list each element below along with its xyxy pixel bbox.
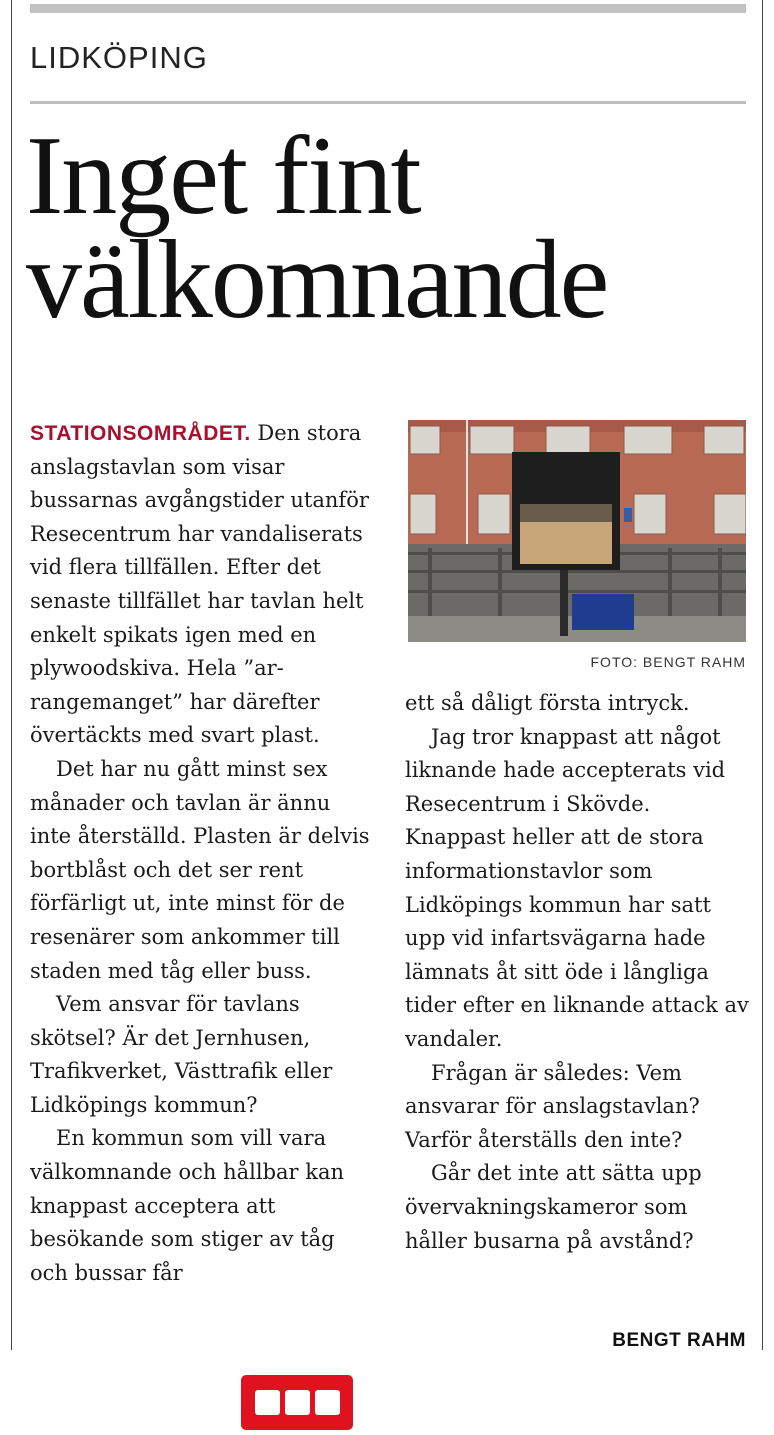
section-divider	[30, 101, 746, 104]
paragraph-4: En kommun som vill vara välkomnande och hållbar kan knappast acceptera att besökande som stiger av tåg och bussar får	[30, 1126, 345, 1285]
menu-button[interactable]	[241, 1375, 353, 1430]
three-squares-menu-icon	[255, 1390, 280, 1415]
paragraph-1	[30, 417, 375, 753]
paragraph-2: Det har nu gått minst sex månader och tavlan är ännu inte återställd. Plasten är delvis bortblåst och det ser rent förfärligt ut, inte minst för de resenärer som ankommer till staden med tåg eller buss.	[30, 756, 370, 983]
paragraph-5: ett så dåligt första intryck.	[405, 691, 690, 715]
text-column-right	[405, 687, 750, 1258]
menu-square	[285, 1390, 310, 1415]
paragraph-1-text: Den stora anslagstavlan som visar bussarnas avgångstider utanför Resecentrum har vandaliserats vid flera tillfällen. Efter det senaste tillfället har tavlan helt enkelt spikats igen med en plywoodskiva. Hela ”arrangemanget” har därefter övertäckts med svart plast.	[30, 421, 369, 748]
left-column-rule	[11, 0, 12, 1350]
photo-credit: FOTO: BENGT RAHM	[590, 654, 746, 670]
paragraph-7: Frågan är således: Vem ansvarar för anslagstavlan? Varför återställs den inte?	[405, 1060, 700, 1152]
text-column-left	[30, 417, 375, 1290]
byline: BENGT RAHM	[612, 1330, 746, 1351]
article-photo	[408, 420, 746, 642]
paragraph-6: Jag tror knappast att något liknande hade accepterats vid Resecentrum i Skövde. Knappast heller att de stora informationstavlor som Lidköpings kommun har satt upp vid infartsvägarna hade lämnats åt sitt öde i långliga tider efter en liknande attack av vandaler.	[405, 724, 749, 1051]
menu-square	[315, 1390, 340, 1415]
headline: Inget fint välkomnande	[26, 114, 608, 342]
kicker: STATIONSOMRÅDET.	[30, 422, 251, 445]
top-divider	[30, 4, 746, 13]
right-column-rule	[762, 0, 763, 1350]
section-label: LIDKÖPING	[30, 40, 208, 75]
paragraph-3: Vem ansvar för tavlans skötsel? Är det Jernhusen, Trafikverket, Västtrafik eller Lidköpings kommun?	[30, 992, 333, 1117]
paragraph-8: Går det inte att sätta upp övervakningskameror som håller busarna på avstånd?	[405, 1161, 702, 1253]
